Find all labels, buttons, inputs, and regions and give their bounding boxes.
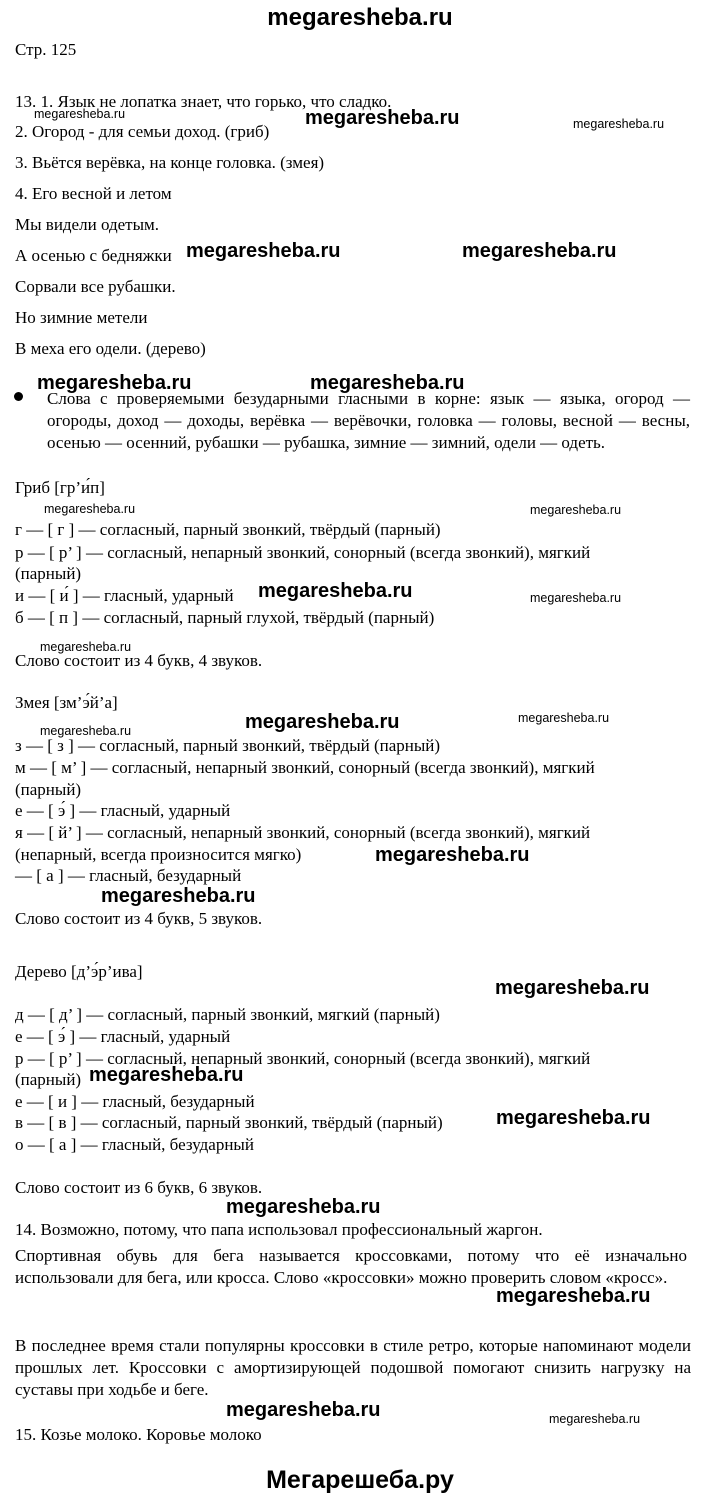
word-transcription-grib: Гриб [гр’и́п]	[15, 478, 105, 497]
word-transcription-zmeya: Змея [зм’э́й’а]	[15, 693, 118, 712]
sound-line: м — [ м’ ] — согласный, непарный звонкий, сонорный (всегда звонкий), мягкий	[15, 758, 595, 777]
sound-line: (парный)	[15, 780, 82, 799]
watermark: megaresheba.ru	[375, 844, 530, 866]
watermark: megaresheba.ru	[226, 1399, 381, 1421]
checked-vowels-paragraph: Слова с проверяемыми безударными гласными в корне: язык — языка, огород — огороды, доход — доходы, верёвка — верёвочки, головка — головы, весной — весны, осенью — осенний, рубашки — рубашка, зимние — зимний, одели — одеть.	[47, 389, 690, 452]
sound-line: о — [ а ] — гласный, безударный	[15, 1135, 254, 1154]
watermark: megaresheba.ru	[530, 591, 622, 605]
sound-line: в — [ в ] — согласный, парный звонкий, твёрдый (парный)	[15, 1113, 443, 1132]
watermark: megaresheba.ru	[496, 1285, 651, 1307]
sound-line: (непарный, всегда произносится мягко)	[15, 845, 302, 864]
bullet-icon	[14, 392, 23, 401]
sound-line: (парный)	[15, 564, 82, 583]
sound-line: г — [ г ] — согласный, парный звонкий, твёрдый (парный)	[15, 520, 441, 539]
page-number: Стр. 125	[15, 40, 77, 59]
watermark: megaresheba.ru	[101, 885, 256, 907]
poem-line: Но зимние метели	[15, 308, 148, 327]
word-summary: Слово состоит из 6 букв, 6 звуков.	[15, 1178, 263, 1197]
riddle-2: 2. Огород - для семьи доход. (гриб)	[15, 122, 270, 141]
poem-line: Сорвали все рубашки.	[15, 277, 176, 296]
riddle-3: 3. Вьётся верёвка, на конце головка. (змея)	[15, 153, 325, 172]
sound-line: е — [ и ] — гласный, безударный	[15, 1092, 255, 1111]
sound-line: (парный)	[15, 1070, 82, 1089]
sound-line: р — [ р’ ] — согласный, непарный звонкий, сонорный (всегда звонкий), мягкий	[15, 543, 591, 562]
watermark: megaresheba.ru	[89, 1064, 244, 1086]
word-transcription-derevo: Дерево [д’э́р’ива]	[15, 962, 143, 981]
task-15-answer: 15. Козье молоко. Коровье молоко	[15, 1425, 262, 1444]
sound-line: б — [ п ] — согласный, парный глухой, твёрдый (парный)	[15, 608, 435, 627]
watermark: megaresheba.ru	[37, 372, 192, 394]
watermark: megaresheba.ru	[305, 107, 460, 129]
site-footer[interactable]: Мегарешеба.ру	[266, 1466, 454, 1494]
watermark: megaresheba.ru	[310, 372, 465, 394]
site-header[interactable]: megaresheba.ru	[267, 4, 453, 31]
sound-line: з — [ з ] — согласный, парный звонкий, твёрдый (парный)	[15, 736, 441, 755]
poem-line: А осенью с бедняжки	[15, 246, 172, 265]
watermark: megaresheba.ru	[496, 1107, 651, 1129]
watermark: megaresheba.ru	[40, 724, 132, 738]
watermark: megaresheba.ru	[34, 107, 126, 121]
sound-line: — [ а ] — гласный, безударный	[15, 866, 242, 885]
task-14-paragraph-1: Спортивная обувь для бега называется кроссовками, потому что её изначально использовали для бега, или кросса. Слово «кроссовки» можно проверить словом «кросс».	[15, 1246, 687, 1287]
watermark: megaresheba.ru	[44, 502, 136, 516]
watermark: megaresheba.ru	[462, 240, 617, 262]
sound-line: е — [ э́ ] — гласный, ударный	[15, 801, 231, 820]
watermark: megaresheba.ru	[495, 977, 650, 999]
riddle-1: 13. 1. Язык не лопатка знает, что горько, что сладко.	[15, 92, 392, 111]
watermark: megaresheba.ru	[530, 503, 622, 517]
sound-line: е — [ э́ ] — гласный, ударный	[15, 1027, 231, 1046]
watermark: megaresheba.ru	[258, 580, 413, 602]
watermark: megaresheba.ru	[245, 711, 400, 733]
watermark: megaresheba.ru	[186, 240, 341, 262]
watermark: megaresheba.ru	[549, 1412, 641, 1426]
watermark: megaresheba.ru	[226, 1196, 381, 1218]
watermark: megaresheba.ru	[40, 640, 132, 654]
sound-line: я — [ й’ ] — согласный, непарный звонкий, сонорный (всегда звонкий), мягкий	[15, 823, 591, 842]
sound-line: д — [ д’ ] — согласный, парный звонкий, мягкий (парный)	[15, 1005, 440, 1024]
watermark: megaresheba.ru	[573, 117, 665, 131]
poem-line: Мы видели одетым.	[15, 215, 160, 234]
watermark: megaresheba.ru	[518, 711, 610, 725]
word-summary: Слово состоит из 4 букв, 5 звуков.	[15, 909, 263, 928]
task-14-answer: 14. Возможно, потому, что папа использовал профессиональный жаргон.	[15, 1220, 543, 1239]
sound-line: р — [ р’ ] — согласный, непарный звонкий, сонорный (всегда звонкий), мягкий	[15, 1049, 591, 1068]
sound-line: и — [ и́ ] — гласный, ударный	[15, 586, 234, 605]
poem-line: В меха его одели. (дерево)	[15, 339, 206, 358]
poem-line: 4. Его весной и летом	[15, 184, 172, 203]
task-14-paragraph-2: В последнее время стали популярны кроссовки в стиле ретро, которые напоминают модели прошлых лет. Кроссовки с амортизирующей подошвой помогают снизить нагрузку на суставы при ходьбе и беге.	[15, 1336, 691, 1399]
word-summary: Слово состоит из 4 букв, 4 звуков.	[15, 651, 263, 670]
